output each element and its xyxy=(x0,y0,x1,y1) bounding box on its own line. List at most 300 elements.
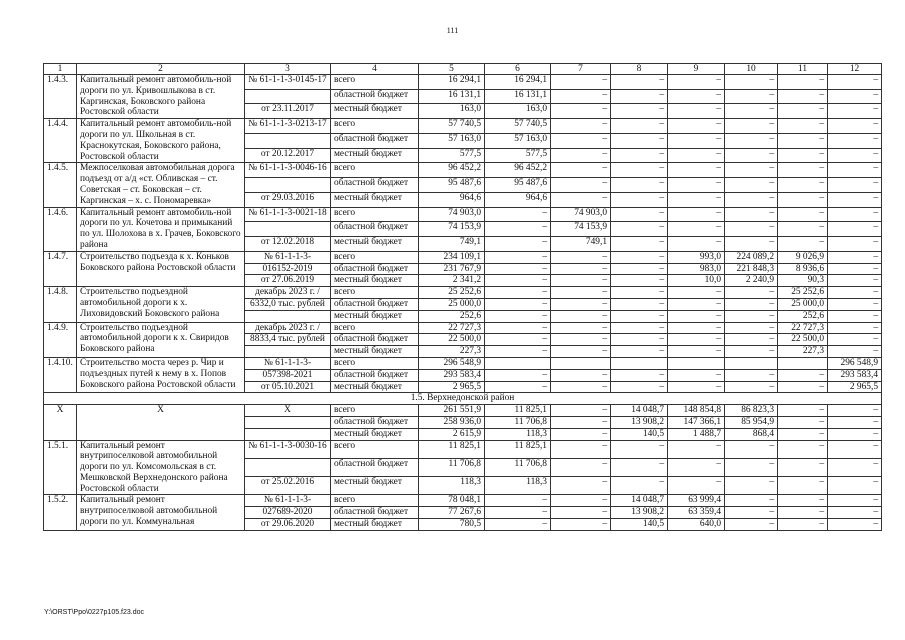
amount-cell: 90,3 xyxy=(778,275,828,287)
amount-cell: 148 854,8 xyxy=(668,405,725,417)
item-document: 016152-2019 xyxy=(245,263,331,275)
amount-cell: – xyxy=(668,133,725,148)
amount-cell: – xyxy=(778,477,828,495)
amount-cell xyxy=(611,357,668,369)
amount-cell: 252,6 xyxy=(778,310,828,322)
amount-cell: – xyxy=(668,178,725,193)
header-cell: 10 xyxy=(725,64,778,75)
amount-cell: – xyxy=(725,119,778,134)
amount-cell: 78 048,1 xyxy=(419,495,485,507)
amount-cell: – xyxy=(778,495,828,507)
amount-cell: 25 000,0 xyxy=(419,298,485,310)
table-row xyxy=(44,495,882,507)
item-document: 8833,4 тыс. рублей xyxy=(245,334,331,346)
amount-cell: – xyxy=(551,119,611,134)
amount-cell: 993,0 xyxy=(668,251,725,263)
funding-source: местный бюджет xyxy=(331,381,419,393)
amount-cell: 10,0 xyxy=(668,275,725,287)
amount-cell: 2 240,9 xyxy=(725,275,778,287)
amount-cell: – xyxy=(778,163,828,178)
amount-cell: – xyxy=(485,310,551,322)
amount-cell: – xyxy=(611,275,668,287)
funding-source: областной бюджет xyxy=(331,416,419,428)
amount-cell: – xyxy=(611,310,668,322)
amount-cell: 118,3 xyxy=(485,477,551,495)
amount-cell: – xyxy=(725,178,778,193)
funding-source: областной бюджет xyxy=(331,263,419,275)
amount-cell: – xyxy=(778,416,828,428)
amount-cell: – xyxy=(725,163,778,178)
amount-cell: – xyxy=(668,207,725,222)
table-row xyxy=(44,322,882,334)
amount-cell: – xyxy=(725,334,778,346)
table-row xyxy=(44,357,882,369)
amount-cell: 640,0 xyxy=(668,519,725,531)
item-document: № 61-1-1-3- xyxy=(245,251,331,263)
amount-cell: – xyxy=(551,75,611,90)
amount-cell: – xyxy=(551,310,611,322)
header-cell: 9 xyxy=(668,64,725,75)
amount-cell: 983,0 xyxy=(668,263,725,275)
amount-cell: 9 026,9 xyxy=(778,251,828,263)
table-row xyxy=(44,163,882,178)
amount-cell: – xyxy=(551,263,611,275)
funding-source: всего xyxy=(331,495,419,507)
amount-cell: – xyxy=(551,458,611,476)
amount-cell: 95 487,6 xyxy=(485,178,551,193)
amount-cell: – xyxy=(828,507,882,519)
amount-cell: – xyxy=(485,495,551,507)
amount-cell: 13 908,2 xyxy=(611,416,668,428)
amount-cell: – xyxy=(668,75,725,90)
amount-cell: – xyxy=(611,207,668,222)
item-document xyxy=(245,310,331,322)
amount-cell: – xyxy=(725,148,778,163)
amount-cell: – xyxy=(725,458,778,476)
amount-cell: – xyxy=(828,334,882,346)
item-number: 1.4.8. xyxy=(44,287,77,322)
amount-cell xyxy=(668,357,725,369)
amount-cell: 2 341,2 xyxy=(419,275,485,287)
amount-cell: – xyxy=(551,275,611,287)
amount-cell: 86 823,3 xyxy=(725,405,778,417)
amount-cell: 8 936,6 xyxy=(778,263,828,275)
item-name: Межпоселковая автомобильная дорога подъезд от а/д «ст. Обливская – ст. Советская – ст. Боковская – ст. Каргинская – х. с. Пономаревка» xyxy=(77,163,245,207)
amount-cell: 2 615,9 xyxy=(419,428,485,440)
amount-cell: – xyxy=(668,163,725,178)
header-row xyxy=(44,64,882,75)
amount-cell: – xyxy=(551,334,611,346)
amount-cell: – xyxy=(551,298,611,310)
amount-cell xyxy=(725,357,778,369)
amount-cell: – xyxy=(551,381,611,393)
amount-cell: – xyxy=(778,192,828,207)
item-name: Строительство подъездной автомобильной дороги к х. Свиридов Боковского района xyxy=(77,322,245,357)
amount-cell: – xyxy=(828,75,882,90)
amount-cell: – xyxy=(485,251,551,263)
amount-cell: – xyxy=(485,222,551,237)
item-name: Капитальный ремонт автомобиль-ной дороги по ул. Школьная в ст. Краснокутская, Боковского района, Ростовской области xyxy=(77,119,245,163)
amount-cell: – xyxy=(828,192,882,207)
item-document: от 05.10.2021 xyxy=(245,381,331,393)
amount-cell: 227,3 xyxy=(419,346,485,358)
amount-cell: – xyxy=(828,237,882,252)
funding-source: всего xyxy=(331,405,419,417)
item-document xyxy=(245,222,331,237)
amount-cell: – xyxy=(551,495,611,507)
amount-cell: 1 488,7 xyxy=(668,428,725,440)
amount-cell: – xyxy=(611,263,668,275)
amount-cell: – xyxy=(611,133,668,148)
item-document: 027689-2020 xyxy=(245,507,331,519)
header-cell: 8 xyxy=(611,64,668,75)
amount-cell: – xyxy=(485,334,551,346)
amount-cell: 25 000,0 xyxy=(778,298,828,310)
item-document: от 29.03.2016 xyxy=(245,192,331,207)
amount-cell: – xyxy=(551,287,611,299)
funding-source: всего xyxy=(331,287,419,299)
amount-cell: 14 048,7 xyxy=(611,405,668,417)
amount-cell: – xyxy=(551,163,611,178)
amount-cell: – xyxy=(551,346,611,358)
funding-source: всего xyxy=(331,322,419,334)
item-number: 1.5.1. xyxy=(44,440,77,495)
amount-cell: 25 252,6 xyxy=(419,287,485,299)
amount-cell: 57 740,5 xyxy=(485,119,551,134)
amount-cell: 2 965,5 xyxy=(828,381,882,393)
amount-cell: – xyxy=(828,207,882,222)
amount-cell: – xyxy=(551,519,611,531)
amount-cell: 147 366,1 xyxy=(668,416,725,428)
amount-cell: – xyxy=(668,287,725,299)
amount-cell: – xyxy=(611,163,668,178)
item-number: 1.4.10. xyxy=(44,357,77,392)
amount-cell: 296 548,9 xyxy=(419,357,485,369)
amount-cell xyxy=(551,357,611,369)
item-name: Капитальный ремонт внутрипоселковой автомобильной дороги по ул. Коммунальная xyxy=(77,495,245,530)
funding-source: всего xyxy=(331,119,419,134)
amount-cell: – xyxy=(611,334,668,346)
item-document: № 61-1-1-3-0213-17 xyxy=(245,119,331,134)
amount-cell: – xyxy=(725,104,778,119)
amount-cell xyxy=(485,357,551,369)
funding-source: местный бюджет xyxy=(331,237,419,252)
amount-cell: 749,1 xyxy=(419,237,485,252)
amount-cell: – xyxy=(778,222,828,237)
amount-cell: – xyxy=(828,428,882,440)
amount-cell: – xyxy=(668,477,725,495)
amount-cell: – xyxy=(668,89,725,104)
funding-source: местный бюджет xyxy=(331,148,419,163)
funding-source: всего xyxy=(331,440,419,458)
amount-cell: – xyxy=(485,507,551,519)
amount-cell: 13 908,2 xyxy=(611,507,668,519)
amount-cell: 11 825,1 xyxy=(485,440,551,458)
amount-cell: – xyxy=(828,104,882,119)
amount-cell: – xyxy=(778,405,828,417)
item-document: № 61-1-1-3- xyxy=(245,495,331,507)
amount-cell: 63 999,4 xyxy=(668,495,725,507)
amount-cell: – xyxy=(778,519,828,531)
amount-cell: – xyxy=(668,237,725,252)
table-row xyxy=(44,440,882,458)
table-row xyxy=(44,207,882,222)
item-document: от 25.02.2016 xyxy=(245,477,331,495)
amount-cell: – xyxy=(828,222,882,237)
amount-cell: 224 089,2 xyxy=(725,251,778,263)
amount-cell: – xyxy=(668,104,725,119)
funding-source: местный бюджет xyxy=(331,310,419,322)
amount-cell: 57 163,0 xyxy=(419,133,485,148)
amount-cell: – xyxy=(725,477,778,495)
amount-cell: 22 727,3 xyxy=(419,322,485,334)
amount-cell: – xyxy=(668,458,725,476)
item-number: 1.4.9. xyxy=(44,322,77,357)
amount-cell: – xyxy=(725,192,778,207)
amount-cell: 780,5 xyxy=(419,519,485,531)
amount-cell: – xyxy=(551,405,611,417)
amount-cell: 11 706,8 xyxy=(485,416,551,428)
table-row xyxy=(44,119,882,134)
amount-cell: – xyxy=(551,477,611,495)
amount-cell xyxy=(778,357,828,369)
item-document xyxy=(245,428,331,440)
item-document: № 61-1-1-3-0021-18 xyxy=(245,207,331,222)
amount-cell: – xyxy=(485,263,551,275)
table-body-a xyxy=(44,64,882,393)
amount-cell: – xyxy=(725,381,778,393)
amount-cell: 118,3 xyxy=(419,477,485,495)
amount-cell: 577,5 xyxy=(485,148,551,163)
amount-cell: – xyxy=(725,237,778,252)
amount-cell: – xyxy=(551,148,611,163)
header-cell: 6 xyxy=(485,64,551,75)
item-document: № 61-1-1-3-0145-17 xyxy=(245,75,331,90)
item-name: Строительство моста через р. Чир и подъездных путей к нему в х. Попов Боковского района Ростовской области xyxy=(77,357,245,392)
amount-cell: 261 551,9 xyxy=(419,405,485,417)
amount-cell: – xyxy=(611,322,668,334)
funding-source: областной бюджет xyxy=(331,369,419,381)
amount-cell: – xyxy=(551,178,611,193)
amount-cell: – xyxy=(611,222,668,237)
amount-cell: – xyxy=(611,381,668,393)
header-cell: 2 xyxy=(77,64,245,75)
item-document: № 61-1-1-3- xyxy=(245,357,331,369)
amount-cell: – xyxy=(668,119,725,134)
amount-cell: – xyxy=(828,346,882,358)
item-document xyxy=(245,416,331,428)
amount-cell: 85 954,9 xyxy=(725,416,778,428)
item-number: Х xyxy=(44,405,77,440)
amount-cell: – xyxy=(668,369,725,381)
amount-cell: – xyxy=(485,346,551,358)
amount-cell: – xyxy=(778,369,828,381)
amount-cell: 74 153,9 xyxy=(419,222,485,237)
amount-cell: – xyxy=(611,192,668,207)
amount-cell: – xyxy=(778,89,828,104)
item-document: от 23.11.2017 xyxy=(245,104,331,119)
amount-cell: – xyxy=(725,440,778,458)
section-row xyxy=(44,393,882,405)
amount-cell: – xyxy=(485,287,551,299)
item-name: Капитальный ремонт автомобиль-ной дороги по ул. Кривошлыкова в ст. Каргинская, Боковского района Ростовской области xyxy=(77,75,245,119)
funding-source: областной бюджет xyxy=(331,178,419,193)
amount-cell: – xyxy=(725,369,778,381)
amount-cell: – xyxy=(668,222,725,237)
amount-cell: – xyxy=(485,298,551,310)
amount-cell: 163,0 xyxy=(419,104,485,119)
amount-cell: – xyxy=(485,519,551,531)
amount-cell: 964,6 xyxy=(485,192,551,207)
item-document xyxy=(245,133,331,148)
funding-source: местный бюджет xyxy=(331,346,419,358)
amount-cell: – xyxy=(828,310,882,322)
amount-cell: 118,3 xyxy=(485,428,551,440)
item-document: от 12.02.2018 xyxy=(245,237,331,252)
amount-cell: 577,5 xyxy=(419,148,485,163)
amount-cell: – xyxy=(778,75,828,90)
program-table xyxy=(43,63,882,531)
amount-cell: – xyxy=(725,519,778,531)
item-document: декабрь 2023 г. / xyxy=(245,322,331,334)
funding-source: местный бюджет xyxy=(331,519,419,531)
amount-cell: 22 727,3 xyxy=(778,322,828,334)
amount-cell: – xyxy=(725,298,778,310)
item-document: от 29.06.2020 xyxy=(245,519,331,531)
amount-cell: – xyxy=(668,334,725,346)
amount-cell: – xyxy=(725,207,778,222)
amount-cell: 25 252,6 xyxy=(778,287,828,299)
item-number: 1.4.6. xyxy=(44,207,77,251)
amount-cell: 234 109,1 xyxy=(419,251,485,263)
amount-cell: – xyxy=(611,440,668,458)
funding-source: местный бюджет xyxy=(331,192,419,207)
amount-cell: – xyxy=(611,104,668,119)
amount-cell: – xyxy=(551,507,611,519)
amount-cell: – xyxy=(611,89,668,104)
item-number: 1.4.4. xyxy=(44,119,77,163)
amount-cell: – xyxy=(778,458,828,476)
item-number: 1.4.5. xyxy=(44,163,77,207)
amount-cell: – xyxy=(725,222,778,237)
amount-cell: – xyxy=(828,251,882,263)
funding-source: областной бюджет xyxy=(331,507,419,519)
amount-cell: – xyxy=(611,458,668,476)
table-body-b xyxy=(44,405,882,531)
item-number: 1.4.7. xyxy=(44,251,77,286)
funding-source: местный бюджет xyxy=(331,275,419,287)
item-name: Капитальный ремонт внутрипоселковой автомобильной дороги по ул. Комсомольская в ст. Мешковской Верхнедонского района Ростовской области xyxy=(77,440,245,495)
item-document: от 20.12.2017 xyxy=(245,148,331,163)
amount-cell: – xyxy=(611,477,668,495)
amount-cell: – xyxy=(778,428,828,440)
funding-source: местный бюджет xyxy=(331,477,419,495)
item-document xyxy=(245,346,331,358)
amount-cell: 231 767,9 xyxy=(419,263,485,275)
amount-cell: – xyxy=(828,275,882,287)
amount-cell: 749,1 xyxy=(551,237,611,252)
amount-cell: – xyxy=(778,133,828,148)
header-cell: 7 xyxy=(551,64,611,75)
header-cell: 11 xyxy=(778,64,828,75)
table-row xyxy=(44,251,882,263)
amount-cell: – xyxy=(668,298,725,310)
amount-cell: 74 903,0 xyxy=(551,207,611,222)
amount-cell: – xyxy=(611,237,668,252)
item-document: № 61-1-1-3-0030-16 xyxy=(245,440,331,458)
item-document: № 61-1-1-3-0046-16 xyxy=(245,163,331,178)
funding-source: всего xyxy=(331,75,419,90)
amount-cell: – xyxy=(778,104,828,119)
item-document: 6332,0 тыс. рублей xyxy=(245,298,331,310)
amount-cell: – xyxy=(551,251,611,263)
amount-cell: – xyxy=(485,369,551,381)
amount-cell: – xyxy=(551,428,611,440)
amount-cell: – xyxy=(668,381,725,393)
item-number: 1.4.3. xyxy=(44,75,77,119)
amount-cell: – xyxy=(725,346,778,358)
amount-cell: 221 848,3 xyxy=(725,263,778,275)
item-name: Х xyxy=(77,405,245,440)
item-number: 1.5.2. xyxy=(44,495,77,530)
amount-cell: – xyxy=(485,322,551,334)
amount-cell: 258 936,0 xyxy=(419,416,485,428)
amount-cell: 63 359,4 xyxy=(668,507,725,519)
item-name: Капитальный ремонт автомобиль-ной дороги по ул. Кочетова и примыканий по ул. Шолохова в х. Грачев, Боковского района xyxy=(77,207,245,251)
amount-cell: – xyxy=(668,346,725,358)
amount-cell: – xyxy=(828,298,882,310)
amount-cell: – xyxy=(828,163,882,178)
amount-cell: 96 452,2 xyxy=(485,163,551,178)
amount-cell: – xyxy=(551,416,611,428)
amount-cell: 296 548,9 xyxy=(828,357,882,369)
amount-cell: – xyxy=(611,251,668,263)
amount-cell: – xyxy=(828,89,882,104)
amount-cell: – xyxy=(725,75,778,90)
amount-cell: 74 153,9 xyxy=(551,222,611,237)
amount-cell: – xyxy=(828,322,882,334)
amount-cell: – xyxy=(551,192,611,207)
amount-cell: – xyxy=(668,192,725,207)
amount-cell: – xyxy=(828,148,882,163)
amount-cell: 11 825,1 xyxy=(485,405,551,417)
item-document: от 27.06.2019 xyxy=(245,275,331,287)
amount-cell: – xyxy=(778,507,828,519)
amount-cell: – xyxy=(611,369,668,381)
amount-cell: 57 740,5 xyxy=(419,119,485,134)
table-row xyxy=(44,287,882,299)
amount-cell: – xyxy=(778,207,828,222)
amount-cell: – xyxy=(551,322,611,334)
amount-cell: 11 706,8 xyxy=(419,458,485,476)
amount-cell: – xyxy=(828,519,882,531)
amount-cell: – xyxy=(668,440,725,458)
amount-cell: – xyxy=(611,346,668,358)
amount-cell: – xyxy=(611,75,668,90)
amount-cell: – xyxy=(485,381,551,393)
amount-cell: 964,6 xyxy=(419,192,485,207)
amount-cell: – xyxy=(485,207,551,222)
amount-cell: – xyxy=(551,104,611,119)
amount-cell: – xyxy=(668,310,725,322)
amount-cell: – xyxy=(828,440,882,458)
amount-cell: – xyxy=(828,495,882,507)
amount-cell: 11 706,8 xyxy=(485,458,551,476)
header-cell: 5 xyxy=(419,64,485,75)
amount-cell: – xyxy=(611,287,668,299)
amount-cell: 140,5 xyxy=(611,428,668,440)
amount-cell: 140,5 xyxy=(611,519,668,531)
